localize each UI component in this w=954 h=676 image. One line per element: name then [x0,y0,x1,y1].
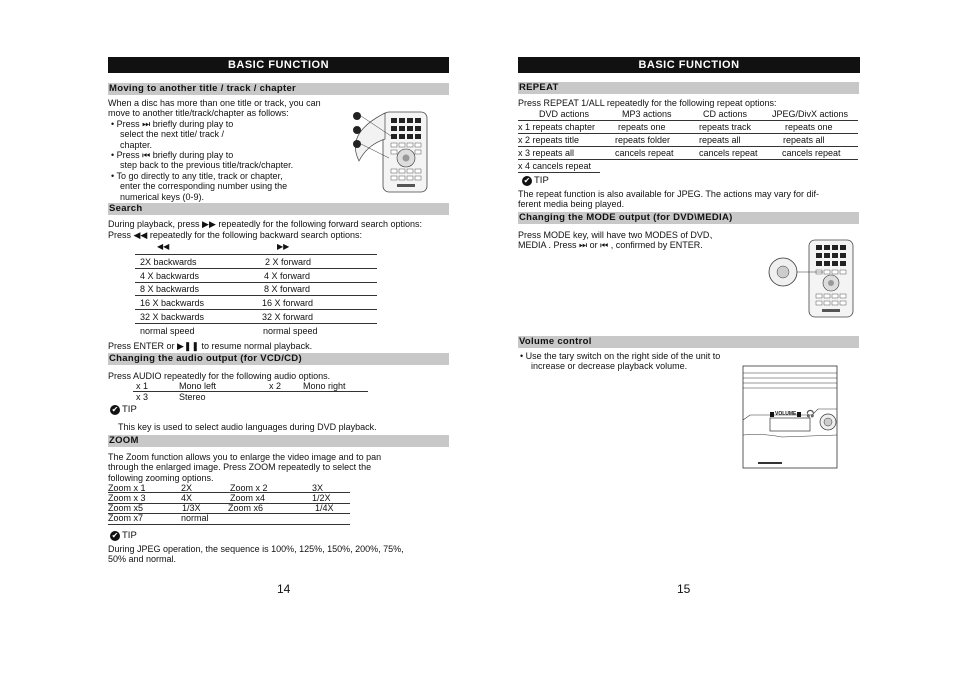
zoom-cell: Zoom x5 [108,503,144,513]
zoom-cell: Zoom x 3 [108,493,146,503]
moving-line: • Press ⏮ briefly during play to [111,150,234,161]
zoom-tip-line: During JPEG operation, the sequence is 100%, 125%, 150%, 200%, 75%, [108,544,404,554]
search-cell: 32 X forward [262,312,314,322]
search-cell: 32 X backwards [140,312,205,322]
repeat-cell: x 4 cancels repeat [518,161,592,171]
repeat-cell: cancels repeat [782,148,841,158]
repeat-heading: REPEAT [518,82,859,94]
audio-cell: x 1 [136,381,149,391]
repeat-cell: x 2 repeats title [518,135,580,145]
search-after: Press ENTER or ▶❚❚ to resume normal playback. [108,341,313,351]
audio-cell: Mono right [303,381,346,391]
zoom-cell: Zoom x 2 [230,483,268,493]
repeat-line: Press REPEAT 1/ALL repeatedly for the following repeat options: [518,98,777,108]
repeat-cell: repeats folder [615,135,671,145]
search-cell: 8 X backwards [140,284,200,294]
check-icon: ✔ [111,530,119,540]
zoom-heading: ZOOM [108,435,449,447]
search-cell: 16 X forward [262,298,314,308]
tip-label: TIP [534,175,549,186]
audio-cell: x 2 [269,381,282,391]
remote-control-icon [345,103,433,193]
audio-cell: Stereo [179,392,206,402]
repeat-cell: cancels repeat [615,148,674,158]
repeat-header: DVD actions [539,109,590,119]
search-cell: 16 X backwards [140,298,205,308]
mode-line: MEDIA . Press ⏭ or ⏮ , confirmed by ENTER. [518,240,703,251]
volume-device-label: VOLUME [775,411,797,417]
repeat-cell: x 1 repeats chapter [518,122,596,132]
headphone-icon: 🎧 [806,411,816,418]
repeat-cell: cancels repeat [699,148,758,158]
volume-label-group [770,410,815,418]
volume-text [520,351,720,372]
moving-line: move to another title/track/chapter as follows: [108,108,289,119]
zoom-tip [108,544,404,565]
search-cell: 4 X forward [264,271,311,281]
repeat-header: CD actions [703,109,748,119]
zoom-cell: 1/2X [312,493,331,503]
repeat-tip-line: The repeat function is also available for JPEG. The actions may vary for dif- [518,189,819,199]
search-heading: Search [108,203,449,215]
check-icon: ✔ [111,404,119,414]
audio-tip: This key is used to select audio languages during DVD playback. [118,422,377,432]
zoom-cell: 4X [181,493,193,503]
remote-illustration-mode [765,236,855,318]
moving-line: enter the corresponding number using the [120,181,288,192]
repeat-tip-line: ferent media being played. [518,199,625,210]
volume-heading: Volume control [518,336,859,348]
search-line: Press ◀◀ repeatedly for the following backward search options: [108,230,362,240]
repeat-cell: repeats one [618,122,666,132]
repeat-cell: repeats track [699,122,752,132]
moving-line: • To go directly to any title, track or chapter, [111,170,283,181]
mode-text [518,230,718,251]
search-cell: 8 X forward [264,284,311,294]
volume-line: • Use the tary switch on the right side of the unit to [520,351,721,361]
moving-text [108,98,321,202]
zoom-cell: Zoom x4 [230,493,266,503]
mode-heading: Changing the MODE output (for DVD\MEDIA) [518,212,859,224]
rewind-icon: ◀◀ [157,242,170,251]
zoom-cell: Zoom x6 [228,503,264,513]
page-number-right: 15 [677,582,691,596]
search-cell: normal speed [140,326,195,336]
left-banner: BASIC FUNCTION [108,57,449,73]
moving-line: • Press ⏭ briefly during play to [111,118,234,129]
moving-line: numerical keys (0-9). [120,191,205,202]
tip-label: TIP [122,404,137,415]
search-cell: 2 X forward [265,257,312,267]
audio-cell: x 3 [136,392,149,402]
moving-line: step back to the previous title/track/chapter. [120,160,294,171]
search-cell: 4 X backwards [140,271,200,281]
right-banner: BASIC FUNCTION [518,57,860,73]
remote-control-icon [765,236,855,318]
search-line: During playback, press ▶▶ repeatedly for the following forward search options: [108,219,422,229]
fast-forward-icon: ▶▶ [277,242,290,251]
audio-heading: Changing the audio output (for VCD/CD) [108,353,449,365]
repeat-tip-label [522,175,549,186]
zoom-cell: 1/4X [315,503,334,513]
repeat-cell: x 3 repeats all [518,148,575,158]
zoom-cell: 1/3X [182,503,201,513]
zoom-cell: normal [181,513,209,523]
zoom-cell: 3X [312,483,324,493]
minus-icon [770,412,774,417]
audio-cell: Mono left [179,381,217,391]
mode-line: Press MODE key, will have two MODES of DVD、 [518,230,719,240]
repeat-cell: repeats all [783,135,825,145]
plus-icon [797,412,801,417]
volume-line: increase or decrease playback volume. [531,361,688,372]
zoom-cell: Zoom x7 [108,513,144,523]
check-icon: ✔ [523,175,531,185]
repeat-header: JPEG/DivX actions [772,109,849,119]
zoom-tip-label [110,530,137,541]
moving-line: select the next title/ track / [120,129,225,140]
zoom-cell: Zoom x 1 [108,483,146,493]
repeat-header: MP3 actions [622,109,672,119]
search-cell: 2X backwards [140,257,197,267]
zoom-cell: 2X [181,483,193,493]
repeat-cell: repeats all [699,135,741,145]
repeat-tip [518,189,819,210]
tip-label: TIP [122,530,137,541]
moving-line: chapter. [120,139,153,150]
page-number-left: 14 [277,582,291,596]
moving-line: When a disc has more than one title or track, you can [108,98,321,108]
search-cell: normal speed [263,326,318,336]
zoom-text [108,452,381,483]
remote-illustration [345,103,433,193]
zoom-tip-line: 50% and normal. [108,554,177,565]
zoom-line: The Zoom function allows you to enlarge the video image and to pan [108,452,382,462]
zoom-line: through the enlarged image. Press ZOOM repeatedly to select the [108,462,372,473]
zoom-line: following zooming options. [108,472,214,483]
moving-heading: Moving to another title / track / chapter [108,83,449,95]
repeat-cell: repeats one [785,122,833,132]
audio-tip-label [110,404,137,415]
audio-line: Press AUDIO repeatedly for the following audio options. [108,371,331,381]
